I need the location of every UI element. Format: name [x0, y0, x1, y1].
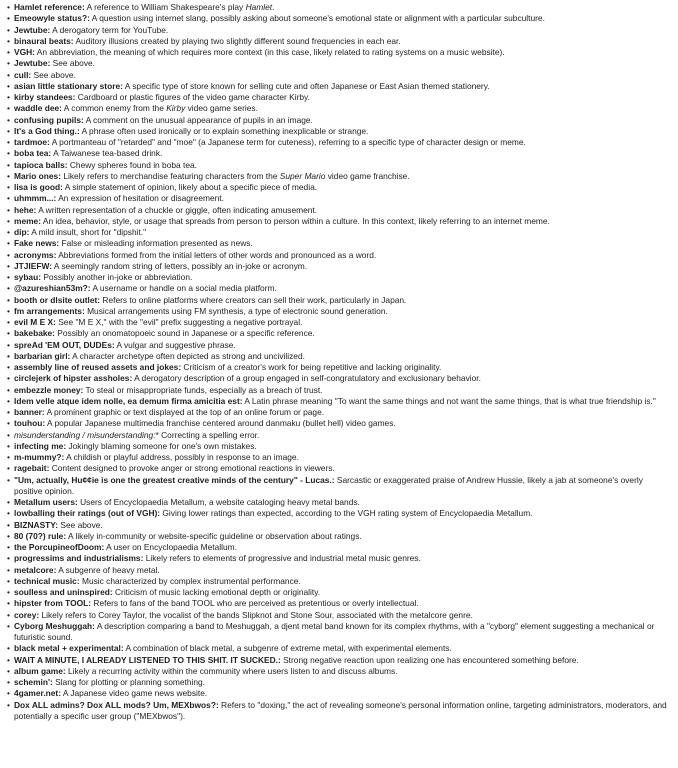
entry-definition: Cardboard or plastic figures of the video game character Kirby. — [75, 92, 310, 102]
glossary-entry — [6, 115, 670, 126]
entry-term: tapioca balls: — [14, 159, 68, 170]
entry-term: "Um, actually, Hu¢¢ie is one the greatest creative minds of the century" - Lucas.: — [14, 474, 335, 485]
glossary-entry — [6, 441, 670, 452]
entry-term: black metal + experimental: — [14, 643, 124, 654]
entry-definition: A combination of black metal, a subgenre of extreme metal, with experimental elements. — [123, 643, 452, 654]
entry-term: the PorcupineofDoom: — [14, 542, 105, 552]
glossary-entry — [6, 283, 670, 294]
entry-term: embezzle money: — [14, 384, 84, 395]
glossary-entry — [6, 508, 670, 519]
entry-definition: Possibly an onomatopoeic sound in Japanese or a specific reference. — [54, 328, 315, 339]
entry-definition: A phrase often used ironically or to explain something inexplicable or strange. — [79, 125, 369, 136]
entry-definition: A Japanese video game news website. — [61, 688, 208, 699]
entry-term: banner: — [14, 407, 45, 417]
glossary-entry — [6, 430, 670, 441]
glossary-entry — [6, 373, 670, 384]
entry-term: bakebake: — [14, 328, 55, 339]
entry-term: booth or dlsite outlet: — [14, 294, 101, 305]
entry-term: spreAd 'EM OUT, DUDEs: — [14, 339, 115, 350]
entry-term: waddle dee: — [14, 103, 62, 114]
entry-emphasis: misunderstanding / misunderstanding: — [14, 429, 156, 440]
entry-definition: Users of Encyclopaedia Metallum, a website cataloging heavy metal bands. — [77, 497, 360, 507]
entry-definition: A subgenre of heavy metal. — [56, 564, 160, 575]
entry-definition: A childish or playful address, possibly in response to an image. — [64, 452, 299, 462]
entry-definition: * Correcting a spelling error. — [155, 429, 260, 440]
entry-term: Emeowyle status?: — [14, 13, 90, 24]
entry-definition: A description comparing a band to Meshuggah, a djent metal band known for its complex rhythms, with a "cyborg" element suggesting a mechanical or futuristic sound. — [14, 620, 655, 642]
entry-term: boba tea: — [14, 148, 52, 159]
entry-term: hipster from TOOL: — [14, 598, 92, 609]
entry-term: Fake news: — [14, 238, 60, 249]
entry-term: soulless and uninspired: — [14, 587, 113, 597]
entry-term: confusing pupils: — [14, 114, 84, 125]
glossary-entry — [6, 520, 670, 531]
entry-definition: An expression of hesitation or disagreement. — [56, 193, 224, 204]
glossary-entry — [6, 238, 670, 249]
glossary-entry — [6, 25, 670, 36]
glossary-entry — [6, 688, 670, 699]
glossary-entry — [6, 385, 670, 396]
entry-definition: Likely refers to elements of progressive and industrial metal music genres. — [143, 553, 421, 564]
glossary-entry — [6, 2, 670, 13]
glossary-entry — [6, 553, 670, 564]
entry-definition: A Latin phrase meaning "To want the same things and not want the same things, that is what true friendship is." — [242, 395, 656, 406]
entry-term: JTJIEFW: — [14, 260, 53, 271]
entry-definition: See above. — [50, 58, 96, 69]
entry-definition: Giving lower ratings than expected, according to the VGH rating system of Encyclopaedia Metallum. — [160, 508, 533, 519]
entry-term: acronyms: — [14, 249, 57, 260]
entry-term: schemin': — [14, 677, 53, 687]
entry-definition-tail: video game franchise. — [325, 170, 410, 181]
glossary-entry — [6, 205, 670, 216]
entry-term: Hamlet reference: — [14, 2, 85, 12]
glossary-entry — [6, 565, 670, 576]
entry-emphasis: Super Mario — [279, 170, 326, 181]
entry-definition: A seemingly random string of letters, possibly an in-joke or acronym. — [52, 260, 308, 271]
entry-definition: A Taiwanese tea-based drink. — [51, 148, 163, 159]
entry-definition: A user on Encyclopaedia Metallum. — [104, 542, 237, 552]
entry-term: progressims and industrialisms: — [14, 553, 144, 564]
entry-definition: Likely a recurring activity within the community where users listen to and discuss albums. — [65, 665, 398, 676]
glossary-entry — [6, 576, 670, 587]
glossary-entry — [6, 587, 670, 598]
entry-term: Dox ALL admins? Dox ALL mods? Um, MEXbwos?: — [14, 699, 219, 710]
entry-term: kirby standees: — [14, 92, 76, 102]
glossary-entry — [6, 70, 670, 81]
entry-definition: Refers to online platforms where creators can sell their work, particularly in Japan. — [100, 294, 407, 305]
entry-definition: An idea, behavior, style, or usage that spreads from person to person within a culture. In this context, likely referring to an internet meme. — [41, 215, 550, 226]
entry-term: ragebait: — [14, 463, 50, 474]
entry-emphasis: Hamlet — [245, 2, 273, 12]
glossary-entry — [6, 272, 670, 283]
entry-definition: A likely in-community or website-specific guideline or observation about ratings. — [66, 530, 362, 541]
entry-term: infecting me: — [14, 440, 67, 451]
glossary-entry — [6, 463, 670, 474]
entry-term: sybau: — [14, 272, 41, 282]
entry-definition: A vulgar and suggestive phrase. — [114, 339, 236, 350]
entry-definition: Criticism of music lacking emotional depth or originality. — [112, 587, 321, 597]
entry-definition: Music characterized by complex instrumental performance. — [79, 575, 301, 586]
entry-definition: See above. — [58, 519, 103, 530]
glossary-entry — [6, 666, 670, 677]
entry-term: corey: — [14, 609, 40, 620]
entry-term: album game: — [14, 665, 66, 676]
entry-definition: False or misleading information presented as news. — [59, 238, 253, 249]
entry-definition: Sarcastic or exaggerated praise of Andrew Hussie, likely a jab at someone's overly positive opinion. — [14, 474, 643, 496]
entry-definition: A prominent graphic or text displayed at the top of an online forum or page. — [44, 407, 325, 417]
glossary-entry — [6, 13, 670, 24]
entry-definition: See above. — [31, 69, 76, 80]
entry-term: Jewtube: — [14, 58, 51, 69]
entry-term: VGH: — [14, 47, 35, 57]
entry-definition: A comment on the unusual appearance of pupils in an image. — [83, 114, 313, 125]
entry-term: lowballing their ratings (out of VGH): — [14, 508, 161, 519]
entry-definition: A specific type of store known for selling cute and often Japanese or East Asian themed stationery. — [122, 80, 490, 91]
glossary-entry — [6, 306, 670, 317]
entry-definition: Abbreviations formed from the initial letters of other words and pronounced as a word. — [56, 249, 377, 260]
entry-term: lisa is good: — [14, 182, 63, 192]
glossary-entry — [6, 328, 670, 339]
entry-definition: A simple statement of opinion, likely about a specific piece of media. — [62, 182, 318, 192]
entry-term: m-mummy?: — [14, 452, 65, 462]
entry-definition: Slang for plotting or planning something. — [52, 677, 206, 687]
entry-definition: Musical arrangements using FM synthesis, a type of electronic sound generation. — [84, 305, 388, 316]
entry-term: binaural beats: — [14, 35, 74, 46]
entry-definition: Refers to "doxing," the act of revealing someone's personal information online, targeting administrators, moderators, and potentially a specific user group ("MEXbwos"). — [14, 699, 667, 721]
entry-definition: Content designed to provoke anger or strong emotional reactions in viewers. — [49, 463, 335, 474]
glossary-entry — [6, 621, 670, 644]
glossary-entry — [6, 475, 670, 498]
glossary-entry — [6, 36, 670, 47]
entry-definition: A written representation of a chuckle or giggle, often indicating amusement. — [36, 204, 318, 215]
entry-term: 4gamer.net: — [14, 688, 62, 699]
entry-term: metalcore: — [14, 564, 57, 575]
glossary-entry — [6, 452, 670, 463]
glossary-entry — [6, 81, 670, 92]
entry-term: asian little stationary store: — [14, 80, 123, 91]
entry-definition-tail: video game series. — [185, 103, 258, 114]
entry-term: Idem velle atque idem nolle, ea demum firma amicitia est: — [14, 395, 243, 406]
entry-definition: A reference to William Shakespeare's play — [84, 2, 246, 12]
glossary-entry — [6, 700, 670, 723]
entry-term: BIZNASTY: — [14, 519, 59, 530]
entry-term: tardmoe: — [14, 137, 50, 147]
glossary-entry — [6, 362, 670, 373]
glossary-entry — [6, 598, 670, 609]
glossary-entry — [6, 261, 670, 272]
glossary-entry — [6, 250, 670, 261]
glossary-entry — [6, 182, 670, 193]
entry-definition: A mild insult, short for "dipshit." — [29, 227, 147, 237]
glossary-entry — [6, 137, 670, 148]
glossary-entry — [6, 103, 670, 114]
entry-term: cull: — [14, 69, 32, 80]
glossary-entry — [6, 317, 670, 328]
glossary-entry — [6, 497, 670, 508]
glossary-entry — [6, 216, 670, 227]
entry-definition: Likely refers to Corey Taylor, the vocalist of the bands Slipknot and Stone Sour, associated with the metalcore genre. — [39, 609, 473, 620]
entry-definition: Chewy spheres found in boba tea. — [67, 159, 197, 170]
entry-definition: Jokingly blaming someone for one's own mistakes. — [66, 440, 257, 451]
entry-definition: Criticism of a creator's work for being repetitive and lacking originality. — [181, 362, 442, 372]
entry-definition: A portmanteau of "retarded" and "moe" (a Japanese term for cuteness), referring to a specific type of character design or meme. — [49, 137, 526, 147]
glossary-entry — [6, 655, 670, 666]
glossary-entry — [6, 148, 670, 159]
entry-term: 80 (70?) rule: — [14, 530, 67, 541]
entry-definition: Strong negative reaction upon realizing one has encountered something before. — [280, 654, 579, 665]
entry-term: touhou: — [14, 418, 46, 429]
glossary-entry — [6, 227, 670, 238]
entry-definition: See "M E X," with the "evil" prefix suggesting a negative portrayal. — [55, 317, 303, 327]
entry-term: technical music: — [14, 575, 80, 586]
entry-term: assembly line of reused assets and jokes: — [14, 362, 182, 372]
entry-definition: A popular Japanese multimedia franchise centered around danmaku (bullet hell) video games. — [45, 418, 396, 429]
entry-term: evil M E X: — [14, 317, 56, 327]
entry-definition: A character archetype often depicted as strong and uncivilized. — [70, 350, 305, 361]
entry-term: Mario ones: — [14, 170, 61, 181]
glossary-entry — [6, 677, 670, 688]
entry-definition: Likely refers to merchandise featuring characters from the — [61, 170, 280, 181]
glossary-entry — [6, 47, 670, 58]
entry-definition: A question using internet slang, possibly asking about someone's emotional state or alignment with a particular subculture. — [89, 13, 545, 24]
glossary-entry — [6, 643, 670, 654]
glossary-entry — [6, 193, 670, 204]
entry-definition: To steal or misappropriate funds, especially as a breach of trust. — [83, 384, 323, 395]
entry-definition: Possibly another in-joke or abbreviation. — [41, 272, 193, 282]
entry-definition: Auditory illusions created by playing two slightly different sound frequencies in each ear. — [73, 35, 401, 46]
glossary-entry — [6, 407, 670, 418]
glossary-entry — [6, 126, 670, 137]
entry-definition: An abbreviation, the meaning of which requires more context (in this case, likely related to rating systems on a music website). — [34, 47, 505, 57]
entry-term: meme: — [14, 215, 41, 226]
entry-term: @azureshian53m?: — [14, 283, 91, 294]
entry-definition: A derogatory description of a group engaged in self-congratulatory and exclusionary behavior. — [132, 373, 481, 384]
glossary-entry — [6, 160, 670, 171]
entry-term: uhmmm...: — [14, 193, 57, 204]
entry-definition: A derogatory term for YouTube. — [50, 24, 169, 35]
glossary-entry — [6, 58, 670, 69]
glossary-entry — [6, 542, 670, 553]
glossary-entry — [6, 171, 670, 182]
glossary-entry — [6, 396, 670, 407]
entry-definition: A username or handle on a social media platform. — [90, 283, 277, 294]
glossary-entry — [6, 610, 670, 621]
entry-term: hehe: — [14, 204, 37, 215]
glossary-entry — [6, 418, 670, 429]
entry-term: WAIT A MINUTE, I ALREADY LISTENED TO THIS SHIT. IT SUCKED.: — [14, 654, 281, 665]
entry-term: It's a God thing.: — [14, 125, 80, 136]
entry-term: barbarian girl: — [14, 350, 71, 361]
entry-term: dip: — [14, 227, 30, 237]
entry-definition: Refers to fans of the band TOOL who are perceived as pretentious or overly intellectual. — [91, 598, 419, 609]
glossary-entry — [6, 340, 670, 351]
entry-term: Jewtube: — [14, 24, 51, 35]
entry-term: Metallum users: — [14, 497, 78, 507]
glossary-entry — [6, 92, 670, 103]
entry-definition-tail: . — [272, 2, 275, 12]
entry-definition: A common enemy from the — [61, 103, 167, 114]
glossary-entry — [6, 295, 670, 306]
entry-term: circlejerk of hipster assholes: — [14, 373, 133, 384]
entry-term: Cyborg Meshuggah: — [14, 620, 95, 631]
glossary-entry — [6, 351, 670, 362]
entry-term: fm arrangements: — [14, 305, 85, 316]
glossary-entry — [6, 531, 670, 542]
entry-emphasis: Kirby — [166, 103, 186, 114]
